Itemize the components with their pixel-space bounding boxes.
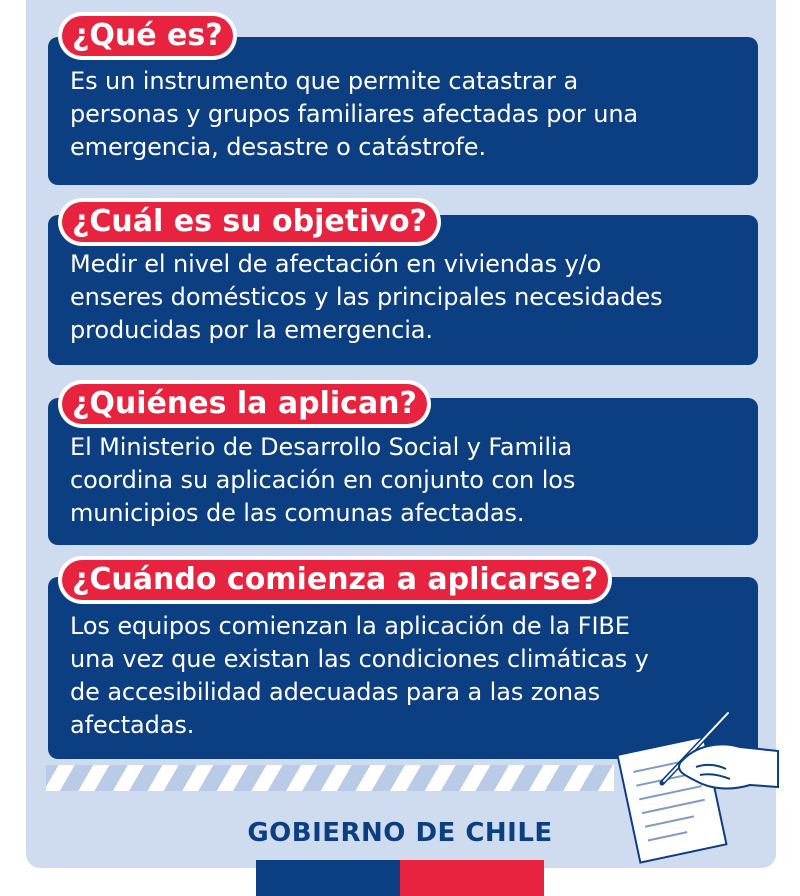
hazard-stripe xyxy=(46,765,614,791)
section-answer: Es un instrumento que permite catastrar a personas y grupos familiares afectadas por una emergencia, desastre o catástrofe. xyxy=(70,67,639,161)
section-card-what xyxy=(48,37,758,185)
flag-stripe-red xyxy=(400,860,544,896)
section-answer: El Ministerio de Desarrollo Social y Familia coordina su aplicación en conjunto con los municipios de las comunas afectadas. xyxy=(70,433,576,527)
section-question: ¿Qué es? xyxy=(62,16,233,56)
flag-stripe-blue xyxy=(256,860,400,896)
section-question: ¿Cuándo comienza a aplicarse? xyxy=(62,560,608,600)
section-answer: Medir el nivel de afectación en viviendas y/o enseres domésticos y las principales necesidades producidas por la emergencia. xyxy=(70,250,663,344)
footer-brand: GOBIERNO DE CHILE xyxy=(247,818,553,848)
section-answer: Los equipos comienzan la aplicación de la FIBE una vez que existan las condiciones climáticas y de accesibilidad adecuadas para a las zonas afectadas. xyxy=(70,612,649,739)
section-question: ¿Quiénes la aplican? xyxy=(62,384,427,424)
section-question: ¿Cuál es su objetivo? xyxy=(62,202,437,242)
